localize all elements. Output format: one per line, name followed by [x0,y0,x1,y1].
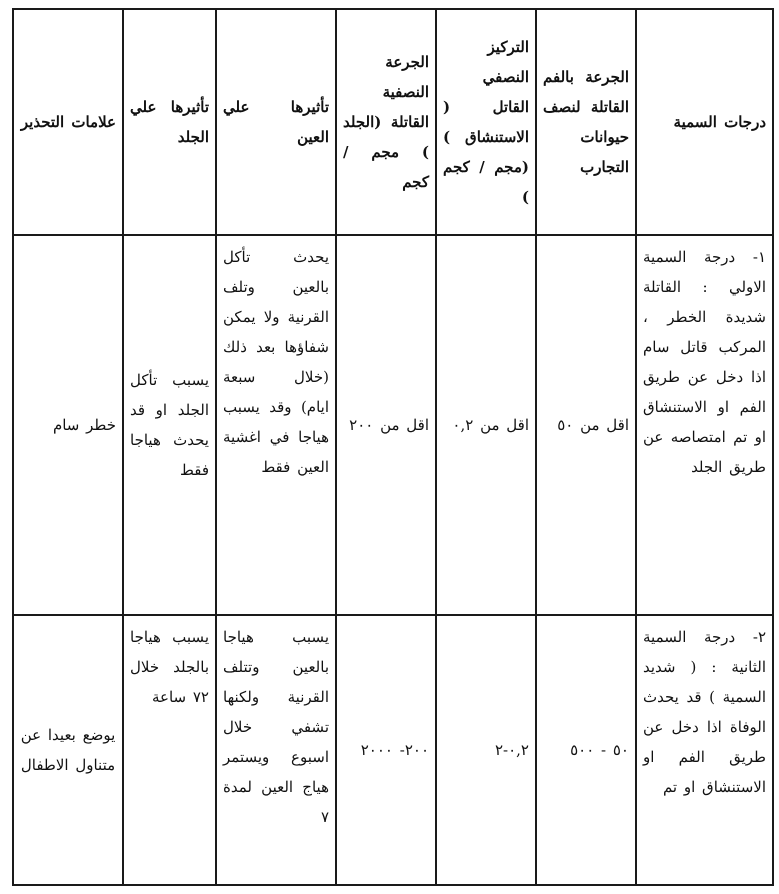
table-row [13,615,773,885]
header-row [13,9,773,235]
toxicity-table [12,8,774,886]
cell-toxicity-degree: ١- درجة السمية الاولي : القاتلة شديدة الخطر ، المركب قاتل سام اذا دخل عن طريق الفم او الاستنشاق او تم امتصاصه عن طريق الجلد [636,235,773,615]
cell-eye-effect: يسبب هياجا بالعين وتتلف القرنية ولكنها تشفي خلال اسبوع ويستمر هياج العين لمدة ٧ [216,615,336,885]
cell-dermal-ld50: اقل من ٢٠٠ [336,235,436,615]
header-skin-effect: تأثيرها علي الجلد [123,9,216,235]
cell-dermal-ld50: ٢٠٠- ٢٠٠٠ [336,615,436,885]
cell-eye-effect: يحدث تأكل بالعين وتلف القرنية ولا يمكن شفاؤها بعد ذلك (خلال سبعة ايام) وقد يسبب هياجا في اغشية العين فقط [216,235,336,615]
cell-skin-effect: يسبب هياجا بالجلد خلال ٧٢ ساعة [123,615,216,885]
header-toxicity-degree: درجات السمية [636,9,773,235]
header-oral-ld50: الجرعة بالفم القاتلة لنصف حيوانات التجارب [536,9,636,235]
header-dermal-ld50: الجرعة النصفية القاتلة (الجلد ) مجم / كجم [336,9,436,235]
cell-warning-signs: خطر سام [13,235,123,615]
cell-toxicity-degree: ٢- درجة السمية الثانية : ( شديد السمية ) قد يحدث الوفاة اذا دخل عن طريق الفم او الاستنشاق او تم [636,615,773,885]
header-warning-signs: علامات التحذير [13,9,123,235]
table-row [13,235,773,615]
cell-oral-ld50: ٥٠ - ٥٠٠ [536,615,636,885]
cell-oral-ld50: اقل من ٥٠ [536,235,636,615]
header-eye-effect: تأثيرها علي العين [216,9,336,235]
header-inhalation-lc50: التركيز النصفي القاتل ( الاستنشاق ) (مجم / كجم ) [436,9,536,235]
cell-warning-signs: يوضع بعيدا عن متناول الاطفال [13,615,123,885]
cell-inhalation-lc50: ٠,٢-٢ [436,615,536,885]
cell-skin-effect: يسبب تأكل الجلد او قد يحدث هياجا فقط [123,235,216,615]
cell-inhalation-lc50: اقل من ٠,٢ [436,235,536,615]
